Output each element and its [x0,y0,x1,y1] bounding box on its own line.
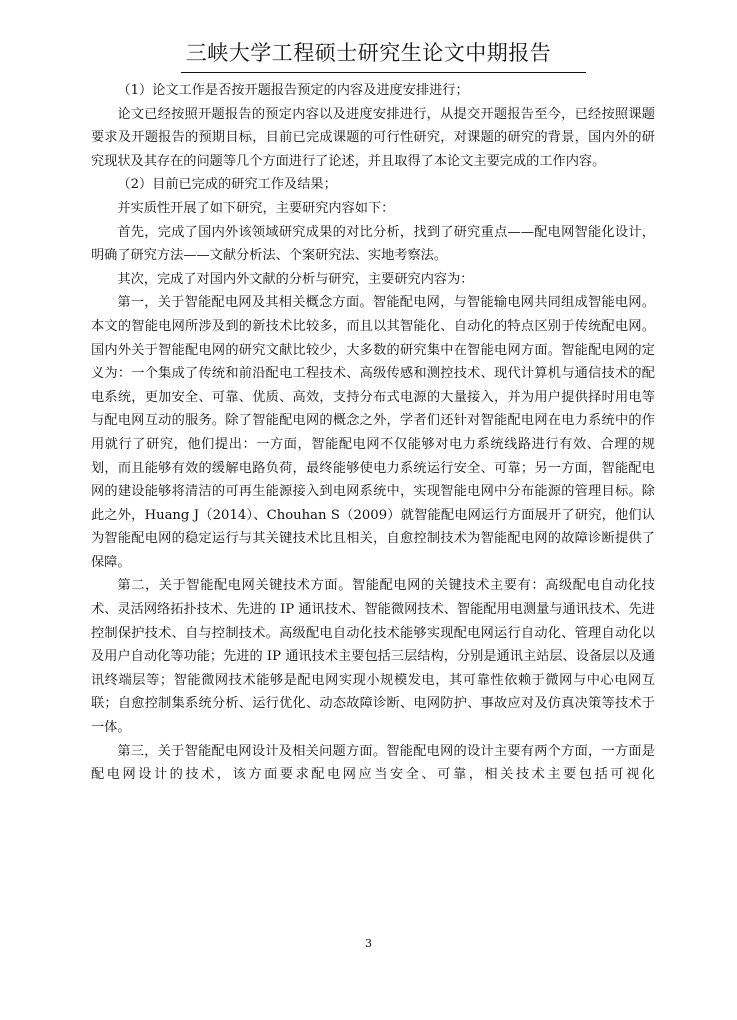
report-body [91,79,655,787]
paragraph: 并实质性开展了如下研究，主要研究内容如下： [117,200,395,216]
paragraph: 第三，关于智能配电网设计及相关问题方面。智能配电网的设计主要有两个方面，一方面是配电网设计的技术，该方面要求配电网应当安全、可靠，相关技术主要包括可视化 [91,743,655,783]
paragraph: （1）论文工作是否按开题报告预定的内容及进度安排进行； [117,83,469,98]
paragraph: 第一，关于智能配电网及其相关概念方面。智能配电网，与智能输电网共同组成智能电网。本文的智能电网所涉及到的新技术比较多，而且以其智能化、自动化的特点区别于传统配电网。国内外关于智能配电网的研究文献比较少，大多数的研究集中在智能电网方面。智能配电网的定义为：一个集成了传统和前沿配电工程技术、高级传感和测控技术、现代计算机与通信技术的配电系统，更加安全、可靠、优质、高效，支持分布式电源的大量接入，并为用户提供择时用电等与配电网互动的服务。除了智能配电网的概念之外，学者们还针对智能配电网在电力系统中的作用就行了研究，他们提出：一方面，智能配电网不仅能够对电力系统线路进行有效、合理的规划，而且能够有效的缓解电路负荷，最终能够使电力系统运行安全、可靠；另一方面，智能配电网的建设能够将清洁的可再生能源接入到电网系统中，实现智能电网中分布能源的管理目标。除此之外，Huang J（2014）、Chouhan S（2009）就智能配电网运行方面展开了研究，他们认为智能配电网的稳定运行与其关键技术比且相关，自愈控制技术为智能配电网的故障诊断提供了保障。 [91,295,655,570]
paragraph: 首先，完成了国内外该领域研究成果的对比分析，找到了研究重点——配电网智能化设计，明确了研究方法——文献分析法、个案研究法、实地考察法。 [91,224,655,264]
paragraph: 第二，关于智能配电网关键技术方面。智能配电网的关键技术主要有：高级配电自动化技术、灵活网络拓扑技术、先进的 IP 通讯技术、智能微网技术、智能配用电测量与通讯技术、先进控制保护技术、自与控制技术。高级配电自动化技术能够实现配电网运行自动化、管理自动化以及用户自动化等功能；先进的 IP 通讯技术主要包括三层结构，分别是通讯主站层、设备层以及通讯终端层等；智能微网技术能够是配电网实现小规模发电，其可靠性依赖于微网与中心电网互联；自愈控制集系统分析、运行优化、动态故障诊断、电网防护、事故应对及仿真决策等技术于一体。 [91,578,655,736]
header-rule [181,72,586,73]
paragraph: 论文已经按照开题报告的预定内容以及进度安排进行，从提交开题报告至今，已经按照课题要求及开题报告的预期目标，目前已完成课题的可行性研究，对课题的研究的背景，国内外的研究现状及其存在的问题等几个方面进行了论述，并且取得了本论文主要完成的工作内容。 [91,106,655,169]
paragraph: 其次，完成了对国内外文献的分析与研究，主要研究内容为： [117,271,474,287]
page-number: 3 [365,937,372,950]
paragraph: （2）目前已完成的研究工作及结果； [117,177,337,193]
page-header-title: 三峡大学工程硕士研究生论文中期报告 [185,41,552,65]
